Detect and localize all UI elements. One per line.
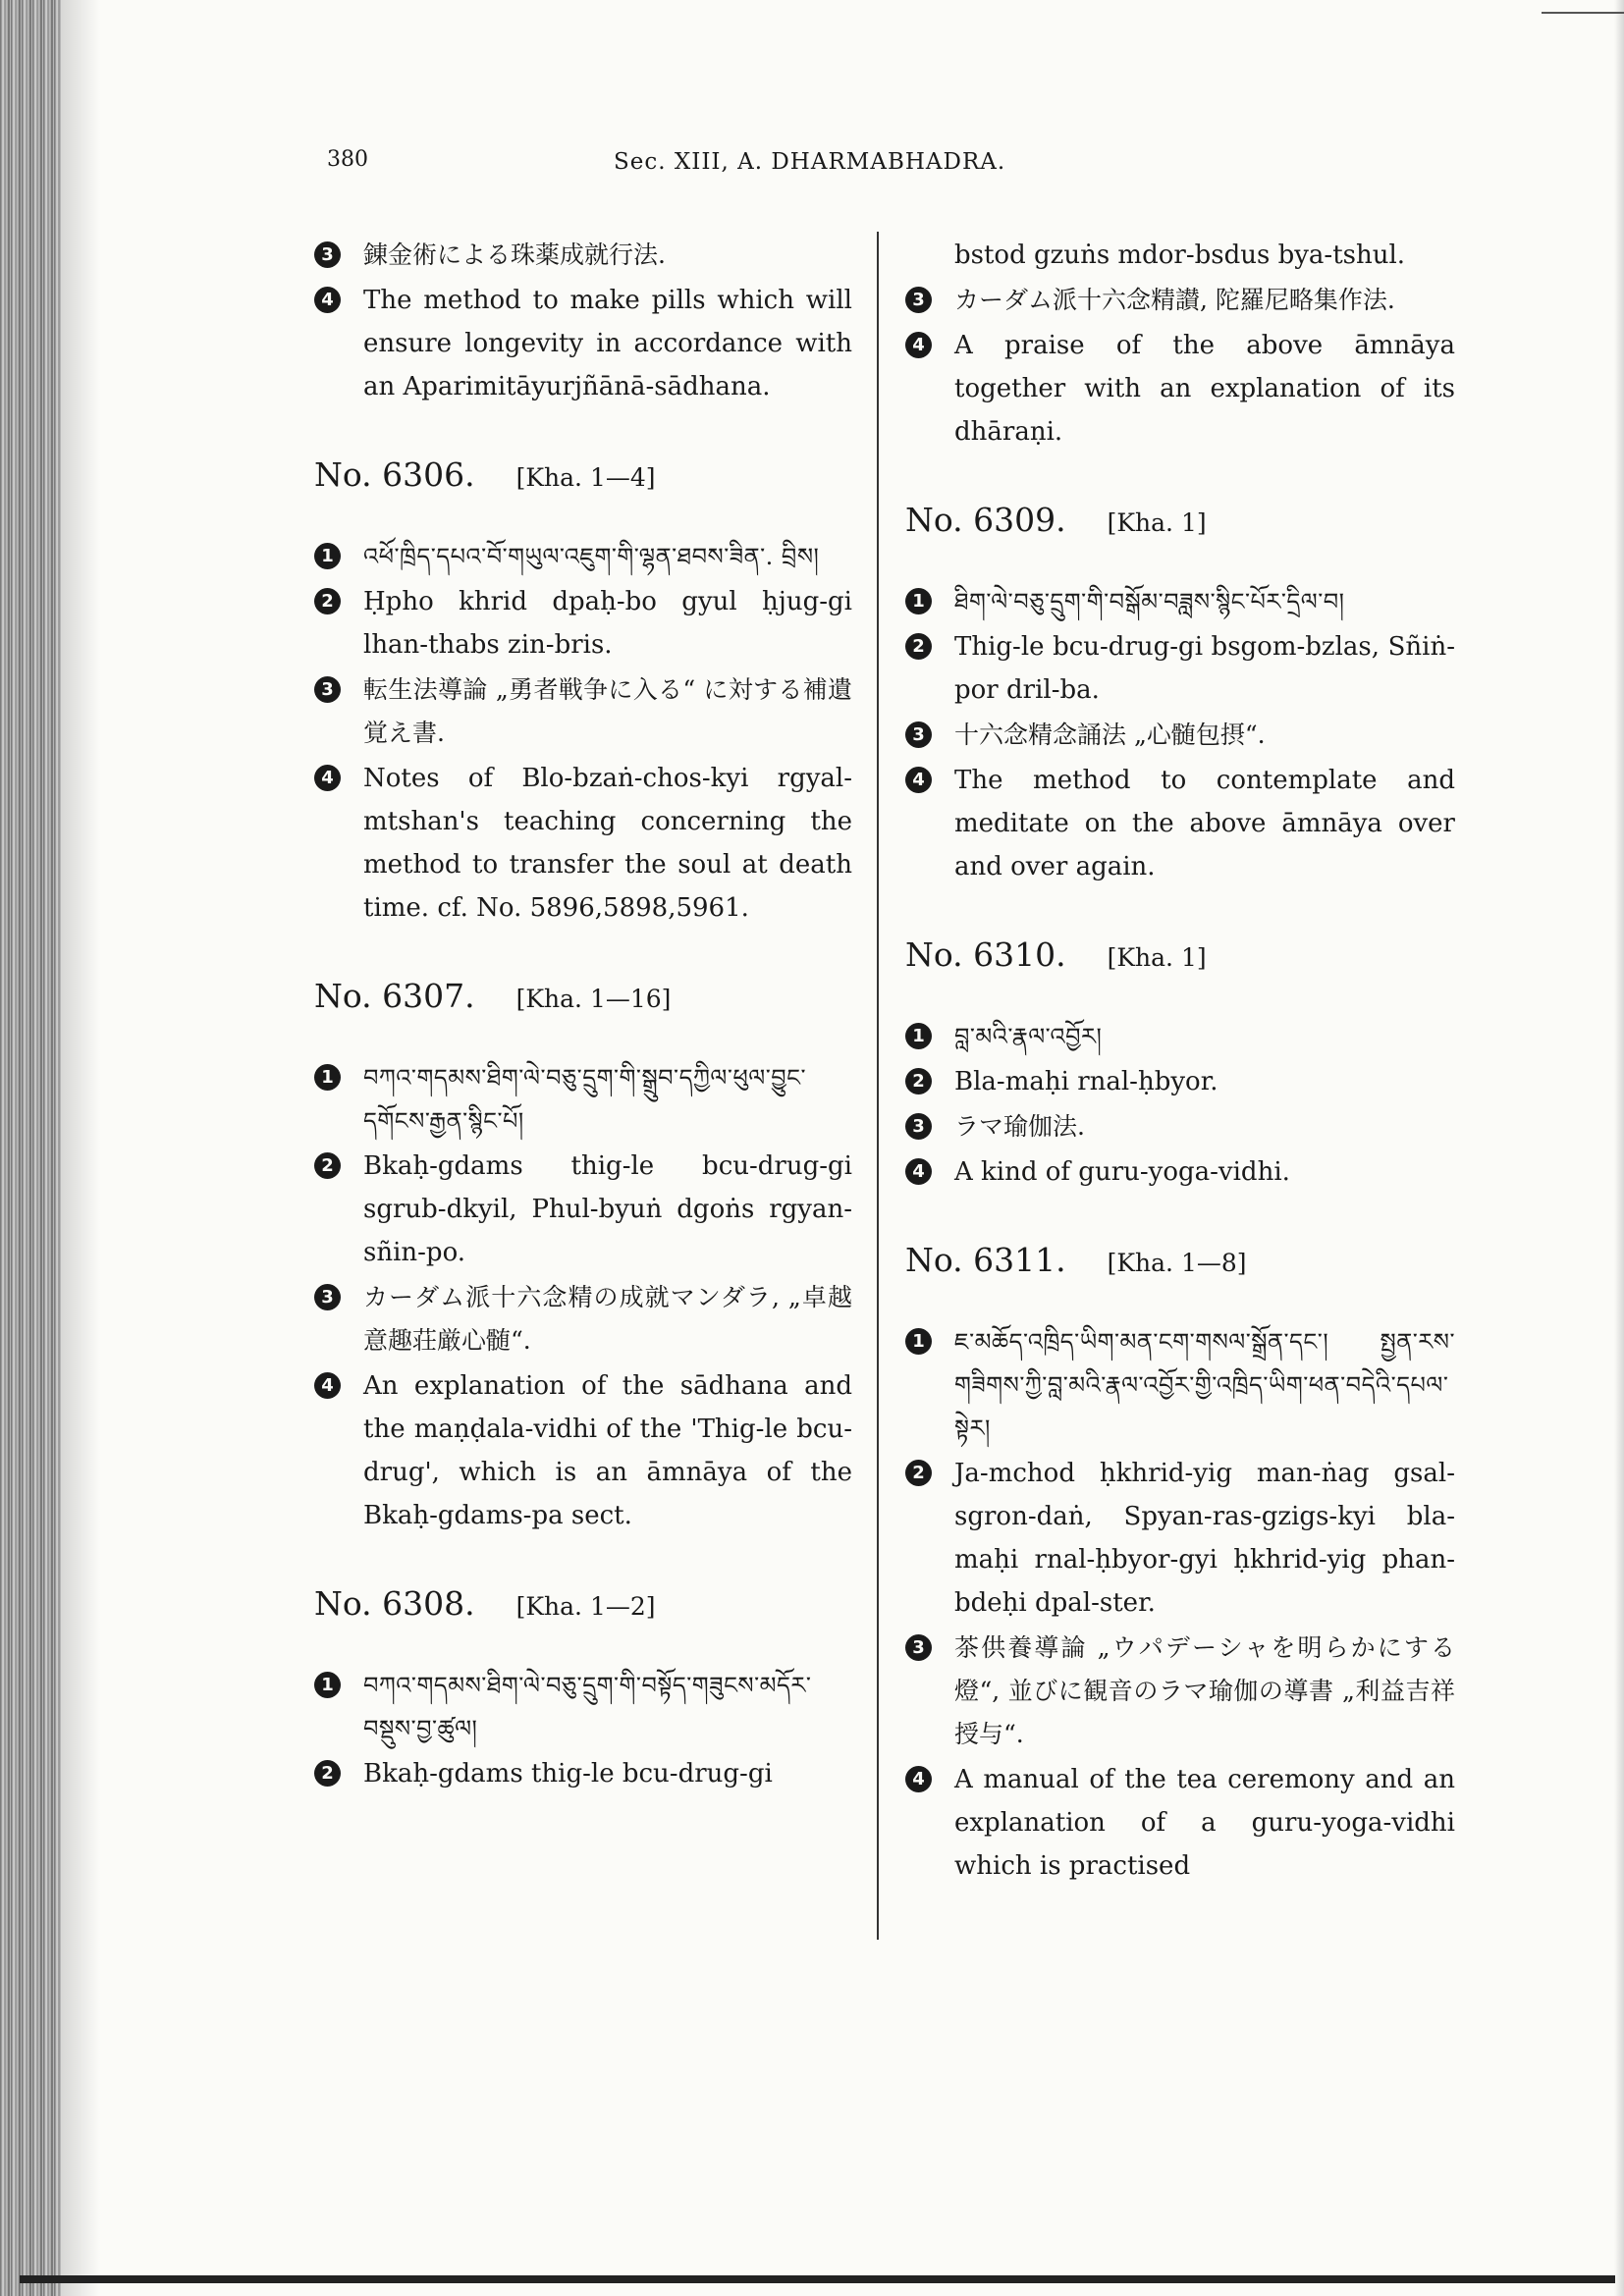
catalog-entry <box>314 455 852 930</box>
running-head: Sec. XIII, A. DHARMABHADRA. <box>614 149 1006 175</box>
list-item <box>314 1056 852 1143</box>
entry-number: No. 6306. <box>314 455 475 494</box>
list-item <box>905 1452 1455 1625</box>
tibetan-title: ཐིག་ལེ་བཅུ་དྲུག་གི་བསྒོམ་བཟླས་སྙིང་པོར་དྲིལ་བ། <box>954 588 1345 615</box>
english-text: An explanation of the sādhana and the maṇḍala-vidhi of the 'Thig-le bcu-drug', which is an āmnāya of the Bkaḥ-gdams-pa sect. <box>363 1371 852 1530</box>
tibetan-title: བཀའ་གདམས་ཐིག་ལེ་བཅུ་དྲུག་གི་བསྟོད་གཟུངས་མདོར་བསྡུས་བྱ་ཚུལ། <box>363 1672 812 1742</box>
list-item <box>905 1627 1455 1756</box>
circled-number-icon: 1 <box>905 588 932 614</box>
list-item <box>314 580 852 667</box>
corner-mark <box>1542 12 1624 14</box>
circled-number-icon: 3 <box>905 721 932 748</box>
circled-number-icon: 2 <box>905 1068 932 1095</box>
circled-number-icon: 3 <box>314 241 341 268</box>
circled-number-icon: 4 <box>905 332 932 358</box>
english-text: The method to contemplate and meditate on the above āmnāya over and over again. <box>954 766 1455 881</box>
japanese-title: 茶供養導論 „ウパデーシャを明らかにする燈“, 並びに観音のラマ瑜伽の導書 „利益吉祥授与“. <box>954 1633 1455 1748</box>
japanese-title: カーダム派十六念精の成就マンダラ, „卓越意趣荘厳心髄“. <box>363 1283 852 1355</box>
left-lead-items <box>314 234 852 408</box>
page-edge-shadow <box>1614 0 1624 2296</box>
entry-heading <box>905 1241 1455 1279</box>
right-lead-items <box>905 279 1455 454</box>
entry-reference: [Kha. 1] <box>1107 943 1207 972</box>
circled-number-icon: 2 <box>905 1460 932 1486</box>
entry-heading <box>314 455 852 494</box>
circled-number-icon: 3 <box>314 676 341 703</box>
left-column <box>314 234 852 1797</box>
list-item <box>314 279 852 408</box>
list-item <box>905 580 1455 623</box>
circled-number-icon: 4 <box>314 765 341 791</box>
entry-reference: [Kha. 1—4] <box>515 463 656 492</box>
entry-reference: [Kha. 1—16] <box>515 985 672 1013</box>
english-text: A kind of guru-yoga-vidhi. <box>954 1157 1290 1187</box>
entry-number: No. 6307. <box>314 977 475 1015</box>
circled-number-icon: 1 <box>314 1672 341 1698</box>
catalog-entry <box>905 935 1455 1194</box>
circled-number-icon: 1 <box>905 1328 932 1355</box>
entry-reference: [Kha. 1—8] <box>1107 1249 1247 1277</box>
tibetan-title: ཇ་མཆོད་འཁྲིད་ཡིག་མན་ངག་གསལ་སྒྲོན་དང་། སྤྱན་རས་གཟིགས་ཀྱི་བླ་མའི་རྣལ་འབྱོར་གྱི་འཁྲིད་ཡིག་ཕན་བདེའི་དཔལ་སྟེར། <box>954 1328 1455 1442</box>
circled-number-icon: 4 <box>905 1158 932 1185</box>
circled-number-icon: 1 <box>314 1064 341 1091</box>
english-text: Bkaḥ-gdams thig-le bcu-drug-gi sgrub-dkyil, Phul-byuṅ dgoṅs rgyan-sñin-po. <box>363 1151 852 1267</box>
list-item <box>314 1364 852 1537</box>
entry-items <box>905 1320 1455 1888</box>
english-text: Notes of Blo-bzaṅ-chos-kyi rgyal-mtshan's teaching concerning the method to transfer the soul at death time. cf. No. 5896,5898,5961. <box>363 764 852 923</box>
list-item <box>314 1276 852 1362</box>
left-entries <box>314 455 852 1795</box>
tibetan-title: བླ་མའི་རྣལ་འབྱོར། <box>954 1023 1103 1050</box>
list-item <box>905 714 1455 757</box>
japanese-title: ラマ瑜伽法. <box>954 1112 1085 1141</box>
list-item <box>905 625 1455 712</box>
entry-heading <box>314 1584 852 1623</box>
entry-reference: [Kha. 1] <box>1107 508 1207 537</box>
entry-number: No. 6311. <box>905 1241 1066 1279</box>
english-text: A manual of the tea ceremony and an explanation of a guru-yoga-vidhi which is practised <box>954 1765 1455 1881</box>
list-item <box>314 668 852 755</box>
japanese-title: カーダム派十六念精讃, 陀羅尼略集作法. <box>954 286 1395 314</box>
circled-number-icon: 2 <box>314 1760 341 1787</box>
circled-number-icon: 3 <box>314 1284 341 1310</box>
list-item <box>314 1664 852 1750</box>
list-item <box>314 535 852 578</box>
circled-number-icon: 4 <box>905 1766 932 1792</box>
catalog-entry <box>905 501 1455 888</box>
english-text: Ḥpho khrid dpaḥ-bo gyul ḥjug-gi lhan-thabs zin-bris. <box>363 587 852 660</box>
list-item <box>905 1150 1455 1194</box>
english-text: Thig-le bcu-drug-gi bsgom-bzlas, Sñiṅ-por dril-ba. <box>954 632 1455 705</box>
english-text: The method to make pills which will ensure longevity in accordance with an Aparimitāyurjñānā-sādhana. <box>363 286 852 401</box>
entry-items <box>905 1015 1455 1194</box>
english-text: Bkaḥ-gdams thig-le bcu-drug-gi <box>363 1759 773 1789</box>
japanese-title: 十六念精念誦法 „心髄包摂“. <box>954 721 1266 749</box>
circled-number-icon: 2 <box>905 633 932 660</box>
catalog-entry <box>314 977 852 1537</box>
right-entries <box>905 501 1455 1888</box>
circled-number-icon: 4 <box>314 287 341 313</box>
entry-items <box>314 1056 852 1537</box>
circled-number-icon: 4 <box>905 767 932 793</box>
bottom-scan-border <box>20 2275 1615 2283</box>
entry-items <box>905 580 1455 888</box>
list-item <box>314 1752 852 1795</box>
list-item <box>314 757 852 930</box>
japanese-title: 錬金術による珠薬成就行法. <box>363 240 666 269</box>
page-number: 380 <box>327 147 368 172</box>
circled-number-icon: 3 <box>905 1113 932 1140</box>
entry-items <box>314 535 852 930</box>
book-binding-shadow <box>0 0 61 2296</box>
binding-fade <box>61 0 100 2296</box>
tibetan-title: བཀའ་གདམས་ཐིག་ལེ་བཅུ་དྲུག་གི་སྒྲུབ་དཀྱིལ་ཕུལ་བྱུང་དགོངས་རྒྱན་སྙིང་པོ། <box>363 1064 807 1135</box>
circled-number-icon: 2 <box>314 1152 341 1179</box>
list-item <box>905 1015 1455 1058</box>
entry-items <box>314 1664 852 1795</box>
list-item <box>905 1060 1455 1103</box>
entry-heading <box>905 935 1455 974</box>
list-item <box>905 1320 1455 1450</box>
right-column <box>905 234 1455 1890</box>
circled-number-icon: 3 <box>905 1634 932 1661</box>
english-text: Ja-mchod ḥkhrid-yig man-ṅag gsal-sgron-daṅ, Spyan-ras-gzigs-kyi bla-maḥi rnal-ḥbyor-gyi ḥkhrid-yig phan-bdeḥi dpal-ster. <box>954 1459 1455 1618</box>
list-item <box>905 759 1455 888</box>
english-text: Bla-maḥi rnal-ḥbyor. <box>954 1067 1218 1096</box>
circled-number-icon: 3 <box>905 287 932 313</box>
continuation-text: bstod gzuṅs mdor-bsdus bya-tshul. <box>954 240 1406 270</box>
list-item <box>905 1758 1455 1888</box>
circled-number-icon: 1 <box>314 543 341 569</box>
circled-number-icon: 2 <box>314 588 341 614</box>
column-divider <box>877 232 879 1940</box>
list-item <box>314 1145 852 1274</box>
entry-number: No. 6308. <box>314 1584 475 1623</box>
tibetan-title: འཕོ་ཁྲིད་དཔའ་བོ་གཡུལ་འཇུག་གི་ལྷན་ཐབས་ཟིན་. བྲིས། <box>363 543 820 570</box>
entry-reference: [Kha. 1—2] <box>515 1592 656 1621</box>
catalog-entry <box>905 1241 1455 1888</box>
list-item <box>905 324 1455 454</box>
list-item <box>905 1105 1455 1148</box>
list-item <box>905 279 1455 322</box>
circled-number-icon: 4 <box>314 1372 341 1399</box>
entry-heading <box>905 501 1455 539</box>
circled-number-icon: 1 <box>905 1023 932 1049</box>
entry-number: No. 6310. <box>905 935 1066 974</box>
entry-number: No. 6309. <box>905 501 1066 539</box>
entry-heading <box>314 977 852 1015</box>
english-text: A praise of the above āmnāya together with an explanation of its dhāraṇi. <box>954 331 1455 447</box>
list-item <box>314 234 852 277</box>
japanese-title: 転生法導論 „勇者戦争に入る“ に対する補遺覚え書. <box>363 675 852 747</box>
catalog-entry <box>314 1584 852 1795</box>
